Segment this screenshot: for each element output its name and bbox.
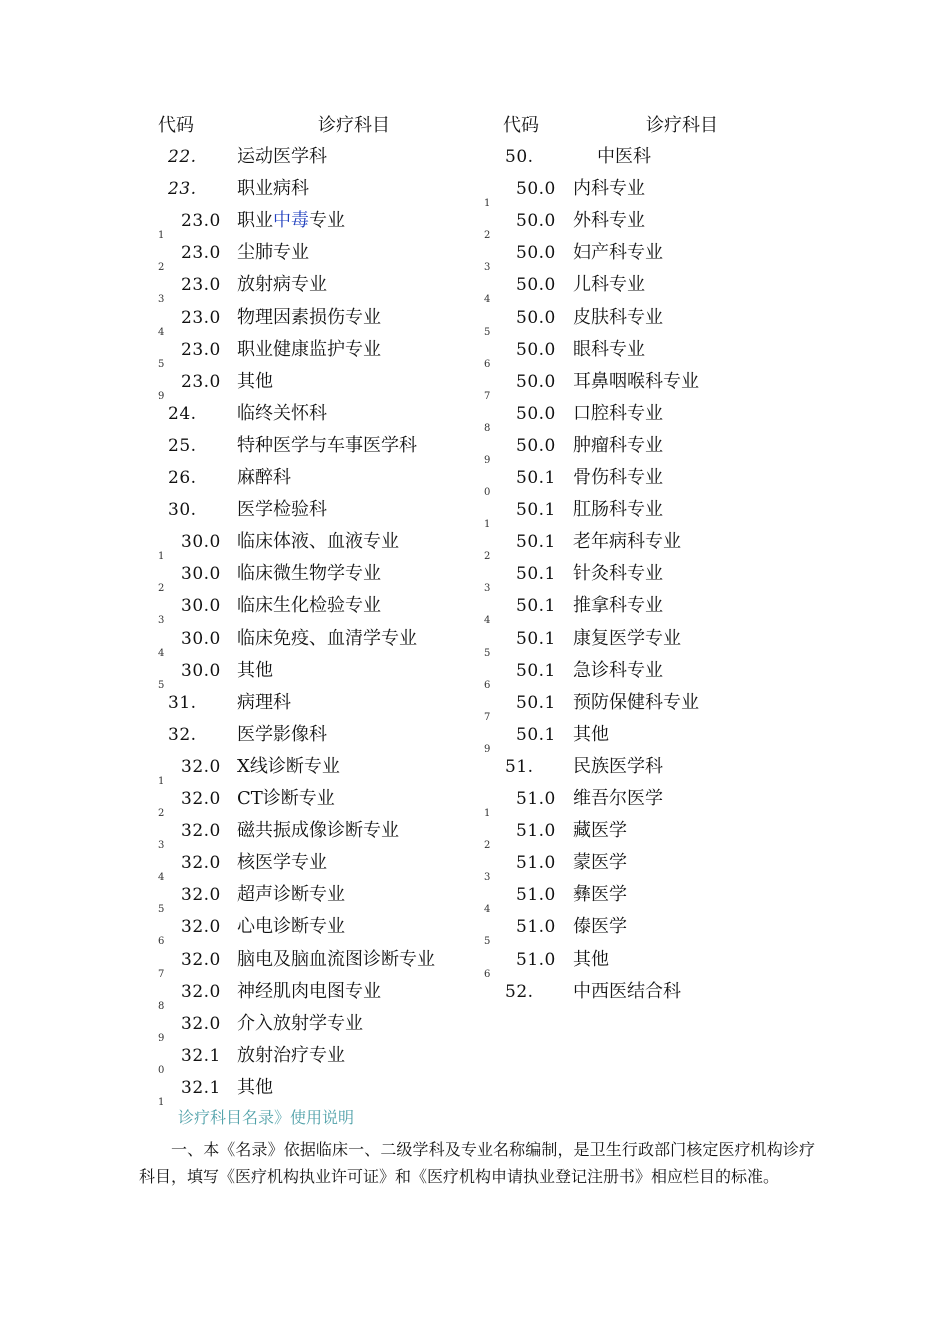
- right-row-code: 50.1: [516, 500, 556, 521]
- right-row-code: 51.0: [516, 917, 556, 938]
- right-row-code: 50.0: [516, 179, 556, 200]
- left-row-code: 23.0: [181, 339, 221, 360]
- right-row-mark: 6: [484, 358, 491, 370]
- right-row-name: 中医科: [597, 146, 651, 167]
- left-row-code: 23.0: [181, 243, 221, 264]
- left-row-code: 30.0: [181, 628, 221, 649]
- left-row-name: 临床免疫、血清学专业: [237, 627, 417, 649]
- left-row-mark: 3: [158, 615, 165, 627]
- left-header-name: 诊疗科目: [318, 115, 390, 136]
- right-row-mark: 9: [484, 743, 491, 755]
- left-row-code: 23.0: [181, 211, 221, 232]
- right-row-name: 眼科专业: [573, 338, 645, 360]
- right-row-mark: 0: [484, 487, 491, 498]
- left-row-mark: 2: [158, 808, 165, 819]
- left-row-name: 超声诊断专业: [237, 884, 345, 906]
- left-row-name: 临床微生物学专业: [237, 563, 381, 585]
- right-row-name: 儿科专业: [573, 274, 645, 296]
- right-row-name: 皮肤科专业: [573, 306, 663, 328]
- right-row-code: 50.0: [516, 371, 556, 392]
- right-row-name: 外科专业: [573, 210, 645, 232]
- left-row-name: 核医学专业: [237, 852, 327, 874]
- right-row-code: 50.0: [516, 435, 556, 456]
- left-row-name: 脑电及脑血流图诊断专业: [237, 948, 435, 970]
- right-row-code: 50.: [505, 147, 534, 167]
- left-row-name: 放射治疗专业: [237, 1044, 345, 1066]
- left-row-code: 24.: [168, 403, 197, 424]
- left-row-name: 其他: [237, 370, 273, 392]
- right-row-name: 民族医学科: [573, 755, 663, 777]
- left-row-code: 30.: [168, 500, 197, 521]
- left-row-name: X线诊断专业: [237, 755, 340, 777]
- right-row-mark: 2: [484, 840, 491, 852]
- right-header-code: 代码: [503, 115, 539, 136]
- left-row-mark: 1: [158, 230, 165, 242]
- left-row-mark: 8: [158, 1000, 165, 1012]
- right-row-code: 50.0: [516, 339, 556, 360]
- left-row-code: 32.0: [181, 756, 221, 777]
- left-row-name: 放射病专业: [237, 274, 327, 296]
- left-row-name: CT诊断专业: [237, 788, 335, 809]
- left-row-name: 心电诊断专业: [237, 916, 345, 938]
- left-row-name: 临终关怀科: [237, 402, 327, 424]
- left-row-code: 32.0: [181, 853, 221, 874]
- right-row-mark: 4: [484, 294, 491, 306]
- left-row-mark: 5: [158, 358, 165, 370]
- right-row-name: 骨伤科专业: [573, 467, 663, 488]
- right-row-mark: 4: [484, 904, 491, 916]
- right-row-code: 50.1: [516, 468, 556, 488]
- right-row-code: 51.0: [516, 885, 556, 906]
- left-row-name-highlight: 中毒: [273, 210, 309, 232]
- right-row-name: 蒙医学: [573, 852, 627, 874]
- right-row-code: 51.: [505, 756, 534, 777]
- left-row-code: 32.0: [181, 981, 221, 1002]
- left-row-mark: 6: [158, 936, 165, 948]
- left-row-mark: 1: [158, 551, 165, 563]
- usage-note-paragraph: 一、本《名录》依据临床一、二级学科及专业名称编制，是卫生行政部门核定医疗机构诊疗科目，填写《医疗机构执业许可证》和《医疗机构申请执业登记注册书》相应栏目的标准。: [139, 1140, 815, 1186]
- right-row-mark: 3: [484, 583, 491, 595]
- left-row-code: 23.: [168, 179, 197, 200]
- right-row-code: 50.0: [516, 275, 556, 296]
- right-row-mark: 1: [484, 519, 491, 531]
- right-row-code: 50.1: [516, 628, 556, 649]
- right-row-name: 口腔科专业: [573, 402, 663, 424]
- right-row-mark: 1: [484, 198, 491, 210]
- left-row-name-part: 专业: [309, 210, 345, 232]
- right-row-name: 妇产科专业: [573, 242, 663, 264]
- left-row-name: 医学检验科: [237, 499, 327, 521]
- left-row-code: 30.0: [181, 660, 221, 681]
- left-row-name: 临床体液、血液专业: [237, 531, 399, 553]
- right-row-code: 50.1: [516, 564, 556, 585]
- left-row-name: 其他: [237, 659, 273, 681]
- left-row-name: 磁共振成像诊断专业: [237, 820, 399, 842]
- left-row-name-part: 职业: [237, 210, 273, 232]
- right-row-name: 耳鼻咽喉科专业: [573, 370, 699, 392]
- left-row-name: 职业健康监护专业: [237, 338, 381, 360]
- right-row-mark: 6: [484, 679, 491, 691]
- left-row-mark: 5: [158, 679, 165, 691]
- left-row-mark: 2: [158, 262, 165, 274]
- right-row-mark: 4: [484, 615, 491, 627]
- right-row-name: 急诊科专业: [573, 659, 663, 681]
- right-row-mark: 6: [484, 968, 491, 980]
- right-row-mark: 8: [484, 422, 491, 434]
- right-row-name: 针灸科专业: [573, 563, 663, 585]
- right-row-code: 50.1: [516, 596, 556, 617]
- right-row-code: 50.0: [516, 211, 556, 232]
- left-row-name: 物理因素损伤专业: [237, 306, 381, 328]
- right-row-code: 51.0: [516, 821, 556, 842]
- right-row-name: 藏医学: [573, 820, 627, 842]
- right-row-name: 傣医学: [573, 916, 627, 938]
- right-row-mark: 5: [484, 936, 491, 948]
- right-row-code: 50.1: [516, 692, 556, 713]
- right-row-name: 其他: [573, 948, 609, 970]
- left-row-code: 30.0: [181, 532, 221, 553]
- left-row-code: 32.: [168, 724, 197, 745]
- right-row-mark: 5: [484, 326, 491, 338]
- right-row-name: 维吾尔医学: [573, 788, 663, 809]
- left-row-mark: 9: [158, 1032, 165, 1044]
- left-row-code: 32.0: [181, 917, 221, 938]
- left-header-code: 代码: [158, 115, 194, 136]
- left-row-mark: 1: [158, 775, 165, 787]
- left-row-code: 32.1: [181, 1045, 221, 1066]
- right-row-mark: 7: [484, 711, 491, 723]
- left-row-code: 22.: [168, 147, 197, 167]
- left-row-code: 32.0: [181, 789, 221, 809]
- right-row-mark: 9: [484, 454, 491, 466]
- right-row-code: 51.0: [516, 853, 556, 874]
- left-row-name: 尘肺专业: [237, 242, 309, 264]
- left-row-name: 病理科: [237, 691, 291, 713]
- left-row-code: 23.0: [181, 371, 221, 392]
- right-row-code: 50.0: [516, 307, 556, 328]
- left-row-name: [237, 210, 345, 232]
- left-row-code: 26.: [168, 468, 197, 488]
- left-row-code: 32.0: [181, 1013, 221, 1034]
- left-row-name: 麻醉科: [237, 467, 291, 488]
- left-row-name: 医学影像科: [237, 723, 327, 745]
- left-row-name: 运动医学科: [237, 146, 327, 167]
- left-row-code: 32.0: [181, 949, 221, 970]
- left-row-mark: 7: [158, 968, 165, 980]
- right-row-name: 内科专业: [573, 178, 645, 200]
- right-row-name: 其他: [573, 723, 609, 745]
- left-row-name: 介入放射学专业: [237, 1012, 363, 1034]
- left-row-mark: 4: [158, 326, 165, 338]
- right-row-name: 预防保健科专业: [573, 691, 699, 713]
- left-row-mark: 9: [158, 390, 165, 402]
- right-row-code: 51.0: [516, 789, 556, 809]
- left-row-mark: 5: [158, 904, 165, 916]
- left-row-mark: 1: [158, 1096, 165, 1108]
- left-row-mark: 4: [158, 647, 165, 659]
- right-row-mark: 5: [484, 647, 491, 659]
- left-row-code: 31.: [168, 692, 197, 713]
- right-row-code: 51.0: [516, 949, 556, 970]
- left-row-code: 25.: [168, 435, 197, 456]
- left-row-code: 32.0: [181, 821, 221, 842]
- right-header-name: 诊疗科目: [646, 115, 718, 136]
- right-row-name: 彝医学: [573, 884, 627, 906]
- right-row-code: 50.1: [516, 724, 556, 745]
- right-row-mark: 2: [484, 551, 491, 563]
- left-row-name: 特种医学与车事医学科: [237, 434, 417, 456]
- left-row-code: 23.0: [181, 275, 221, 296]
- left-row-name: 职业病科: [237, 178, 309, 200]
- left-row-code: 30.0: [181, 596, 221, 617]
- right-row-mark: 3: [484, 262, 491, 274]
- left-row-mark: 4: [158, 872, 165, 884]
- left-row-mark: 3: [158, 294, 165, 306]
- left-row-code: 32.1: [181, 1077, 221, 1098]
- right-row-mark: 7: [484, 390, 491, 402]
- left-row-name: 其他: [237, 1076, 273, 1098]
- right-row-name: 肿瘤科专业: [573, 434, 663, 456]
- left-row-code: 32.0: [181, 885, 221, 906]
- right-row-mark: 1: [484, 808, 491, 819]
- left-row-mark: 0: [158, 1064, 165, 1076]
- right-row-code: 50.1: [516, 660, 556, 681]
- left-row-code: 23.0: [181, 307, 221, 328]
- right-row-name: 推拿科专业: [573, 595, 663, 617]
- left-row-mark: 3: [158, 840, 165, 852]
- right-row-code: 50.1: [516, 532, 556, 553]
- right-row-code: 50.0: [516, 403, 556, 424]
- right-row-name: 肛肠科专业: [573, 499, 663, 521]
- usage-note-title: 诊疗科目名录》使用说明: [178, 1108, 355, 1127]
- right-row-code: 52.: [505, 981, 534, 1002]
- left-row-mark: 2: [158, 583, 165, 595]
- right-row-name: 老年病科专业: [573, 531, 681, 553]
- right-row-code: 50.0: [516, 243, 556, 264]
- left-row-name: 神经肌肉电图专业: [237, 980, 381, 1002]
- right-row-name: 中西医结合科: [573, 980, 681, 1002]
- right-row-name: 康复医学专业: [573, 627, 681, 649]
- left-row-name: 临床生化检验专业: [237, 595, 381, 617]
- right-row-mark: 2: [484, 230, 491, 242]
- right-row-mark: 3: [484, 872, 491, 884]
- left-row-code: 30.0: [181, 564, 221, 585]
